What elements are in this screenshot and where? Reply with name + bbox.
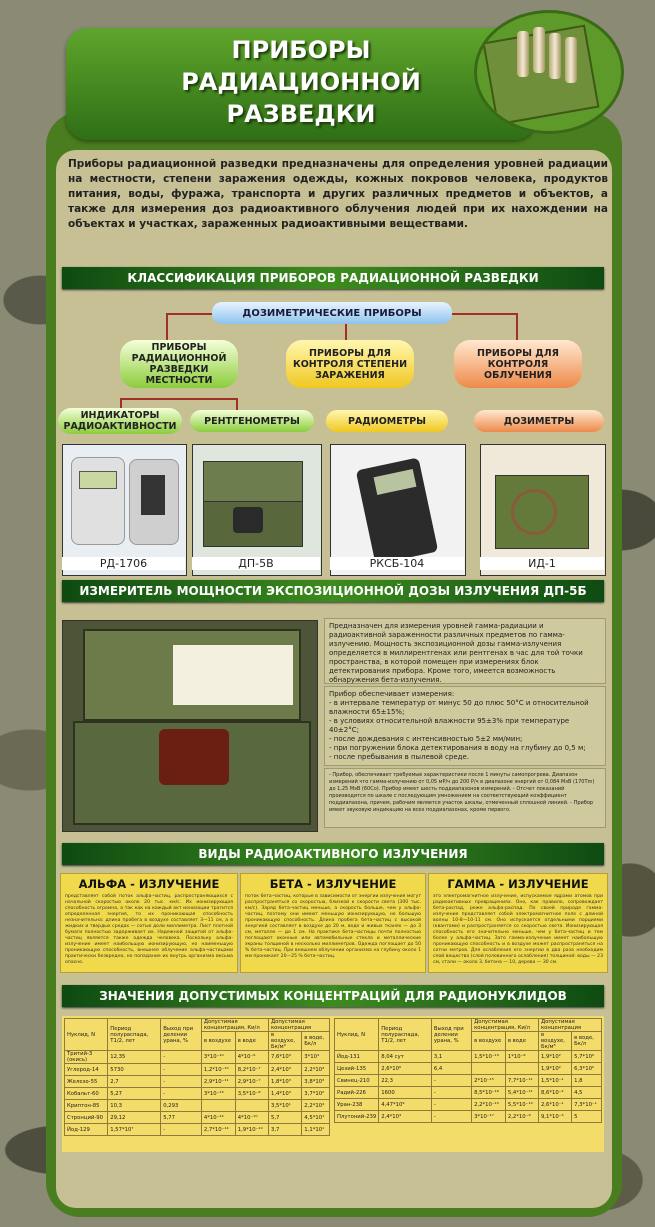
table-cell: 2,7*10⁻¹⁴ <box>201 1124 235 1136</box>
table-header: Допустимая концентрация, Ки/л <box>201 1019 268 1032</box>
table-cell: 1,8 <box>572 1075 602 1087</box>
table-cell: 7,3*10⁻¹ <box>572 1099 602 1111</box>
dp5b-conditions <box>324 686 606 766</box>
tube-shape <box>565 37 577 83</box>
table-cell: 6,4 <box>431 1063 471 1075</box>
tree-leaf-indicators: ИНДИКАТОРЫ РАДИОАКТИВНОСТИ <box>58 408 182 434</box>
table-cell: 2*10⁻¹⁵ <box>472 1075 506 1087</box>
table-cell: 1,8*10³ <box>268 1076 301 1088</box>
tree-branch-contamination: ПРИБОРЫ ДЛЯ КОНТРОЛЯ СТЕПЕНИ ЗАРАЖЕНИЯ <box>286 340 414 388</box>
table-cell: 1,9*10² <box>538 1063 571 1075</box>
table-cell: - <box>431 1111 471 1123</box>
table-cell: 8,6*10⁻² <box>538 1087 571 1099</box>
section-bar-types: ВИДЫ РАДИОАКТИВНОГО ИЗЛУЧЕНИЯ <box>62 843 604 865</box>
case-lid <box>203 461 303 503</box>
tube-shape <box>549 33 561 79</box>
table-cell: 1,5*10⁻¹³ <box>472 1051 506 1063</box>
table-cell: 2,2*10⁻⁹ <box>505 1111 538 1123</box>
table-row <box>65 1064 330 1076</box>
beta-column <box>240 873 426 973</box>
title-line-1: ПРИБОРЫ <box>231 36 371 64</box>
table-cell: 5 <box>572 1111 602 1123</box>
table-cell: Цезий-135 <box>335 1063 379 1075</box>
table-cell: Криптон-85 <box>65 1100 108 1112</box>
table-cell: Плутоний-239 <box>335 1111 379 1123</box>
table-cell: Йод-129 <box>65 1124 108 1136</box>
table-cell: 8,5*10⁻¹⁶ <box>472 1087 506 1099</box>
table-cell: 3,1 <box>431 1051 471 1063</box>
table-cell: 1,1*10¹ <box>302 1124 330 1136</box>
table-row <box>335 1087 602 1099</box>
table-cell: 2,6*10⁶ <box>379 1063 432 1075</box>
table-cell: Свинец-210 <box>335 1075 379 1087</box>
table-row <box>65 1088 330 1100</box>
table-cell: 1,4*10³ <box>268 1088 301 1100</box>
table-row <box>65 1100 330 1112</box>
table-cell: - <box>161 1088 202 1100</box>
caption-rksb104: РКСБ-104 <box>330 557 464 570</box>
table-header: Допустимая концентрация <box>268 1019 329 1032</box>
table-cell: 2,7 <box>108 1076 161 1088</box>
table-row <box>65 1076 330 1088</box>
table-cell: 4*10⁻¹⁰ <box>235 1112 268 1124</box>
table-cell: 9,1*10⁻³ <box>538 1111 571 1123</box>
table-row <box>335 1111 602 1123</box>
table-cell: 2,9*10⁻⁷ <box>235 1076 268 1088</box>
alpha-text: представляет собой поток альфа-частиц, распространяющихся с начальной скоростью около 20 тыс. км/с. Их ионизирующая способность огромна, а так как на каждый акт ионизации тратится определенная энергия, то их проникающая способность незначительна: длина пробега в воздухе составляет 3—11 см, а в жидких и твердых средах — сотые доли миллиметра. Лист плотной бумаги полностью задерживает их. Надежной защитой от альфа-частиц является также одежда человека. Поскольку альфа-излучение имеет наибольшую ионизирующую, но наименьшую проникающую способность, внешнее облучение альфа-частицами практически безвредно, но попадание их внутрь организма весьма опасно. <box>65 894 233 965</box>
table-cell: Углерод-14 <box>65 1064 108 1076</box>
gamma-column <box>428 873 608 973</box>
tree-leaf-roentgenmeters: РЕНТГЕНОМЕТРЫ <box>190 410 314 432</box>
table-cell: 5730 <box>108 1064 161 1076</box>
table-cell: 7,7*10⁻¹¹ <box>505 1075 538 1087</box>
meter <box>233 507 263 533</box>
table-header: Нуклид, N <box>65 1019 108 1051</box>
table-cell: - <box>161 1124 202 1136</box>
tree-connector <box>166 313 168 341</box>
table-header: Допустимая концентрация <box>538 1019 601 1032</box>
table-cell: Кобальт-60 <box>65 1088 108 1100</box>
table-header: Допустимая концентрация, Ки/л <box>472 1019 539 1032</box>
tree-connector <box>236 398 238 410</box>
table-cell: - <box>431 1099 471 1111</box>
table-cell: 3,8*10³ <box>302 1076 330 1088</box>
table-cell: 5,7 <box>268 1112 301 1124</box>
table-cell: 1,2*10⁻¹⁰ <box>201 1064 235 1076</box>
table-cell: 3,5*10⁻⁸ <box>235 1088 268 1100</box>
table-cell: Радий-226 <box>335 1087 379 1099</box>
table-cell <box>235 1100 268 1112</box>
table-cell: - <box>161 1076 202 1088</box>
table-cell: Железо-55 <box>65 1076 108 1088</box>
table-row <box>335 1051 602 1063</box>
condition-item: - в интервале температур от минус 50 до плюс 50°С и относительной влажности 65±15%; <box>329 699 589 716</box>
conditions-title: Прибор обеспечивает измерения: <box>329 690 455 698</box>
table-cell: 10,3 <box>108 1100 161 1112</box>
page-title <box>66 34 536 130</box>
table-subheader: в воздухе, Бк/м³ <box>268 1032 301 1051</box>
table-cell: 1,9*10² <box>538 1051 571 1063</box>
table-cell: 2,9*10⁻¹¹ <box>201 1076 235 1088</box>
section-bar-limits: ЗНАЧЕНИЯ ДОПУСТИМЫХ КОНЦЕНТРАЦИЙ ДЛЯ РАДИОНУКЛИДОВ <box>62 985 604 1007</box>
condition-item: - при погружении блока детектирования в воду на глубину до 0,5 м; <box>329 744 586 752</box>
table-cell: 1,57*10⁷ <box>108 1124 161 1136</box>
table-cell: 2,4*10⁴ <box>379 1111 432 1123</box>
beta-text: поток бета-частиц, которые в зависимости от энергии излучения могут распространяться со скоростью, близкой к скорости света (300 тыс. км/с). Заряд бета-частиц меньше, а скорость больше, чем у альфа-частиц, поэтому они имеют меньшую ионизирующую, но большую проникающую способность. Длина пробега бета-частиц с высокой энергией составляет в воздухе до 20 м, воде и живых тканях — до 3 см, металле — до 1 см. На практике бета-частицы почти полностью поглощают оконные или автомобильные стекла и металлические экраны толщиной в несколько миллиметров. Одежда поглощает до 50 % бета-частиц. При внешнем облучении организма на глубину около 1 мм проникает 20—25 % бета-частиц. <box>245 894 421 959</box>
table-cell: Йод-131 <box>335 1051 379 1063</box>
table-cell <box>201 1100 235 1112</box>
caption-id1: ИД-1 <box>480 557 604 570</box>
table-header: Нуклид, N <box>335 1019 379 1051</box>
table-subheader: в воздухе <box>201 1032 235 1051</box>
table-row <box>65 1112 330 1124</box>
tree-connector <box>516 313 518 341</box>
title-line-3: РАЗВЕДКИ <box>226 100 376 128</box>
manual-paper <box>173 645 293 705</box>
table-cell: 5,4*10⁻¹¹ <box>505 1087 538 1099</box>
intro-paragraph: Приборы радиационной разведки предназначены для определения уровней радиации на местности, степени заражения одежды, кожных покровов человека, продуктов питания, воды, фуража, транспорта и других различных предметов и объектов, а также для измерения доз радиоактивного облучения людей при их нахождении на объектах и участках, зараженных радиоактивными веществами. <box>68 158 608 230</box>
caption-rd1706: РД-1706 <box>62 557 185 570</box>
table-cell: 4*10⁻⁶ <box>235 1051 268 1064</box>
table-cell: 2,2*10⁻¹⁵ <box>472 1099 506 1111</box>
tube-shape <box>517 31 529 77</box>
table-cell: 8,04 сут <box>379 1051 432 1063</box>
table-cell: 2,2*10⁴ <box>302 1100 330 1112</box>
tree-leaf-radiometers: РАДИОМЕТРЫ <box>326 410 448 432</box>
beta-title: БЕТА - ИЗЛУЧЕНИЕ <box>269 877 397 891</box>
table-subheader: в воздухе <box>472 1032 506 1051</box>
alpha-column <box>60 873 238 973</box>
table-cell: 22,3 <box>379 1075 432 1087</box>
table-row <box>65 1124 330 1136</box>
table-cell: 12,35 <box>108 1051 161 1064</box>
section-bar-dp5b: ИЗМЕРИТЕЛЬ МОЩНОСТИ ЭКСПОЗИЦИОННОЙ ДОЗЫ ИЗЛУЧЕНИЯ ДП-5Б <box>62 580 604 602</box>
table-row <box>335 1063 602 1075</box>
alpha-title: АЛЬФА - ИЗЛУЧЕНИЕ <box>78 877 220 891</box>
table-cell: 29,12 <box>108 1112 161 1124</box>
table-cell: 3*10⁻¹⁰ <box>201 1051 235 1064</box>
table-cell: 4,47*10⁹ <box>379 1099 432 1111</box>
table-cell: 1,9*10⁻¹⁰ <box>235 1124 268 1136</box>
caption-dp5v: ДП-5В <box>192 557 320 570</box>
table-row <box>335 1075 602 1087</box>
section-bar-classification: КЛАССИФИКАЦИЯ ПРИБОРОВ РАДИАЦИОННОЙ РАЗВЕДКИ <box>62 267 604 289</box>
table-cell: 0,293 <box>161 1100 202 1112</box>
table-cell: - <box>161 1064 202 1076</box>
table-right <box>334 1018 602 1123</box>
table-header: Период полураспада, T1/2, лет <box>108 1019 161 1051</box>
table-subheader: в воздухе, Бк/м³ <box>538 1032 571 1051</box>
table-cell: 3,7 <box>268 1124 301 1136</box>
battery-slot <box>141 475 165 515</box>
table-cell: 1600 <box>379 1087 432 1099</box>
table-cell <box>505 1063 538 1075</box>
table-cell: 5,27 <box>108 1088 161 1100</box>
table-subheader: в воде, Бк/л <box>572 1032 602 1051</box>
table-cell: Стронций-90 <box>65 1112 108 1124</box>
table-cell: 3*10⁻¹³ <box>201 1088 235 1100</box>
title-line-2: РАДИАЦИОННОЙ <box>181 68 421 96</box>
tree-root: ДОЗИМЕТРИЧЕСКИЕ ПРИБОРЫ <box>212 302 452 324</box>
table-cell: Уран-238 <box>335 1099 379 1111</box>
condition-item: - после пребывания в пылевой среде. <box>329 753 469 761</box>
gamma-text: это электромагнитное излучение, испускаемое ядрами атомов при радиоактивных превращениях. Оно, как правило, сопровождает бета-распад, реже альфа-распад. По своей природе гамма-излучение представляет собой электромагнитное поле с длиной волны 10-8—10-11 см. Оно испускается отдельными порциями (квантами) и распространяется со скоростью света. Ионизирующая способность его значительно меньше, чем у бета-частиц и тем более у альфа-частиц. Зато гамма-излучение имеет наибольшую проникающую способность и в воздухе может распространяться на сотни метров. Для ослабления его энергии в два раза необходим слой вещества (слой половинного ослабления) толщиной: воды — 23 см, стали — около 3, бетона — 10, дерева — 30 см. <box>433 894 603 965</box>
cable-coil <box>511 489 557 535</box>
table-cell: 5,5*10⁻¹⁰ <box>505 1099 538 1111</box>
table-cell: - <box>431 1075 471 1087</box>
device-screen <box>79 471 117 489</box>
table-subheader: в воде, Бк/л <box>302 1032 330 1051</box>
table-cell: - <box>161 1051 202 1064</box>
tree-branch-terrain: ПРИБОРЫ РАДИАЦИОННОЙ РАЗВЕДКИ МЕСТНОСТИ <box>120 340 238 388</box>
tree-connector <box>120 398 238 400</box>
table-cell: 4,5*10¹ <box>302 1112 330 1124</box>
table-left <box>64 1018 330 1136</box>
table-cell: 2,4*10³ <box>268 1064 301 1076</box>
photo-dp5b <box>62 620 318 832</box>
dp5b-specs: - Прибор, обеспечивает требуемые характеристики после 1 минуты самопрогрева. Диапазон измерений что гамма-излучению от 0,05 мР/ч до 200 Р/ч в диапазоне энергий от 0,084 МэВ (170Tm) до 1,25 МэВ (60Co). Прибор имеет шесть поддиапазонов измерений. - Отсчет показаний производится по шкале с последующим умножением на соответствующий коэффициент поддиапазона, причем, рабочим является участок шкалы, отмеченный сплошной линией. - Прибор имеет звуковую индикацию на всех поддиапазонах, кроме первого. <box>324 768 606 828</box>
tree-leaf-dosimeters: ДОЗИМЕТРЫ <box>474 410 604 432</box>
table-cell: 5,77 <box>161 1112 202 1124</box>
table-cell: 7,6*10³ <box>268 1051 301 1064</box>
table-cell: 5,7*10⁰ <box>572 1051 602 1063</box>
table-subheader: в воде <box>235 1032 268 1051</box>
tree-branch-exposure: ПРИБОРЫ ДЛЯ КОНТРОЛЯ ОБЛУЧЕНИЯ <box>454 340 582 388</box>
condition-item: - после дождевания с интенсивностью 5±2 мм/мин; <box>329 735 523 743</box>
table-header: Выход при делении урана, % <box>431 1019 471 1051</box>
table-cell: 1,5*10⁻¹ <box>538 1075 571 1087</box>
condition-item: - в условиях относительной влажности 95±3% при температуре 40±2°С; <box>329 717 570 734</box>
table-cell: 3,7*10² <box>302 1088 330 1100</box>
table-cell: - <box>431 1087 471 1099</box>
table-cell: 2,6*10⁻¹ <box>538 1099 571 1111</box>
dosimeter-kit-image <box>474 10 624 134</box>
table-cell: 3,5*10¹ <box>268 1100 301 1112</box>
table-cell: 2,2*10³ <box>302 1064 330 1076</box>
tube-shape <box>533 27 545 73</box>
dp5b-description: Предназначен для измерения уровней гамма-радиации и радиоактивной зараженности различных предметов по гамма-излучению. Мощность экспозиционной дозы гамма-излучения определяется в миллирентгенах или рентгенах в час для той точки пространства, в которой помещен при измерениях блок детектирования прибора. Кроме того, имеется возможность обнаружения бета-излучения. <box>324 618 606 684</box>
instrument-block <box>159 729 229 785</box>
table-cell: 3*10⁻¹⁷ <box>472 1111 506 1123</box>
table-cell: 4,5 <box>572 1087 602 1099</box>
table-header: Выход при делении урана, % <box>161 1019 202 1051</box>
table-cell: 6,3*10² <box>572 1063 602 1075</box>
table-header: Период полураспада, T1/2, лет <box>379 1019 432 1051</box>
table-row <box>65 1051 330 1064</box>
table-row <box>335 1099 602 1111</box>
table-cell: 4*10⁻¹⁴ <box>201 1112 235 1124</box>
gamma-title: ГАММА - ИЗЛУЧЕНИЕ <box>447 877 589 891</box>
table-cell: Тритий-3 (окись) <box>65 1051 108 1064</box>
table-cell: 3*10⁴ <box>302 1051 330 1064</box>
concentration-tables <box>62 1016 604 1152</box>
table-cell <box>472 1063 506 1075</box>
table-subheader: в воде <box>505 1032 538 1051</box>
table-cell: 8,2*10⁻⁷ <box>235 1064 268 1076</box>
table-cell: 1*10⁻⁹ <box>505 1051 538 1063</box>
